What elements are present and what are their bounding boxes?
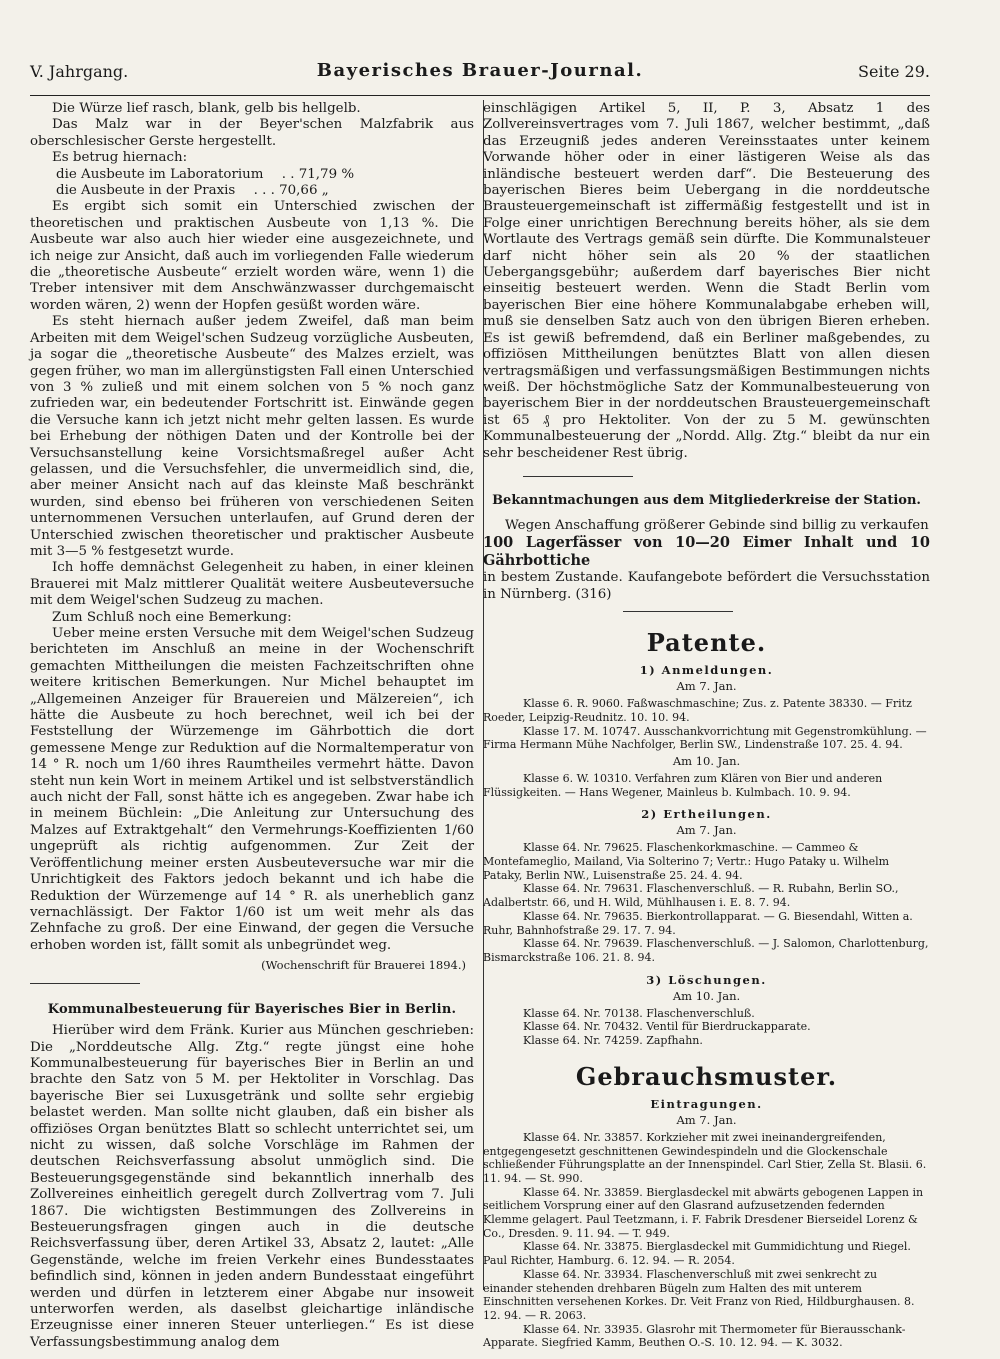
page-number: Seite 29. [858, 62, 930, 81]
paragraph: Das Malz war in der Beyer'schen Malzfabrik aus oberschlesischer Gerste hergestellt. [30, 117, 474, 149]
yield-line: die Ausbeute in der Praxis . . . 70,66 „ [56, 183, 329, 199]
date-line: Am 7. Jan. [676, 823, 737, 838]
source-citation: (Wochenschrift für Brauerei 1894.) [261, 958, 466, 973]
paragraph: Die Würze lief rasch, blank, gelb bis hellgelb. [52, 101, 361, 116]
patents-subsection: 1) Anmeldungen. [639, 663, 774, 678]
header-rule [30, 95, 930, 96]
utility-model-entry: Klasse 64. Nr. 33857. Korkzieher mit zwei ineinandergreifenden, entgegengesetzt geschnittenen Gewindespindeln und die Glockenschale schließender Führungsplatte an der Innenspindel. Carl Stier, Zella St. Blasii. 6. 11. 94. — St. 990. [483, 1130, 927, 1185]
section-rule [623, 611, 733, 612]
date-line: Am 10. Jan. [672, 988, 741, 1003]
section-rule [30, 983, 140, 984]
patent-entry: Klasse 64. Nr. 79625. Flaschenkorkmaschine. — Cammeo & Montefameglio, Mailand, Via Solterino 7; Vertr.: Hugo Pataky u. Wilhelm Pataky, Berlin NW., Luisenstraße 25. 24. 4. 94. [483, 841, 890, 882]
date-line: Am 7. Jan. [676, 1112, 737, 1127]
utility-model-entry: Klasse 64. Nr. 33859. Bierglasdeckel mit abwärts gebogenen Lappen in seitlichem Vorsprung einer auf den Glasrand aufzusetzenden federnden Klemme gelagert. Paul Teetzmann, i. F. Fabrik Dresdener Bierseidel Lorenz & Co., Dresden. 9. 11. 94. — T. 949. [483, 1185, 924, 1240]
paragraph: Ich hoffe demnächst Gelegenheit zu haben, in einer kleinen Brauerei mit Malz mittlerer Qualität weitere Ausbeuteversuche mit dem Weigel'schen Sudzeug zu machen. [30, 560, 474, 609]
utility-model-entry: Klasse 64. Nr. 33934. Flaschenverschluß mit zwei senkrecht zu einander stehenden drehbaren Bügeln zum Halten des mit unterem Einschnitten versehenen Korkes. Dr. Veit Franz von Ried, Hildburghausen. 8. 12. 94. — R. 2063. [483, 1267, 915, 1322]
section-heading: Kommunalbesteuerung für Bayerisches Bier in Berlin. [47, 1002, 457, 1018]
paragraph: einschlägigen Artikel 5, II, P. 3, Absatz 1 des Zollvereinsvertrages vom 7. Juli 1867, welcher bestimmt, „daß das Erzeugniß jedes anderen Vereinsstaates unter keinem Vorwande höher oder in einer lästigeren Weise als das inländische besteuert werden darf“. Die Besteuerung des bayerischen Bieres beim Uebergang in die norddeutsche Brausteuergemeinschaft ist ziffermäßig festgestellt und ist in Folge einer unrichtigen Berechnung bereits höher, als sie dem Wortlaute des Vertrags gemäß sein dürfte. Die Kommunalsteuer darf nicht höher sein als 20 % der staatlichen Uebergangsgebühr; außerdem darf bayerisches Bier nicht einseitig besteuert werden. Wenn die Stadt Berlin vom bayerischen Bier eine höhere Kommunalabgabe erheben will, muß sie denselben Satz auch von den übrigen Bieren erheben. Es ist gewiß befremdend, daß ein Berliner maßgebendes, zu offiziösen Mittheilungen benütztes Blatt von allen diesen vertragsmäßigen und verfassungsmäßigen Bestimmungen nichts weiß. Der höchstmögliche Satz der Kommunalbesteuerung von bayerischem Bier in der norddeutschen Brausteuergemeinschaft ist 65 ₰ pro Hektoliter. Von der zu 5 M. gewünschten Kommunalbesteuerung der „Nordd. Allg. Ztg.“ bleibt da nur ein sehr bescheidener Rest übrig. [483, 101, 930, 461]
patent-entry: Klasse 64. Nr. 79639. Flaschenverschluß. — J. Salomon, Charlottenburg, Bismarckstraße 106. 21. 8. 94. [483, 937, 929, 964]
yield-line: die Ausbeute im Laboratorium . . 71,79 % [56, 166, 355, 182]
announcement-highlight: 100 Lagerfässer von 10—20 Eimer Inhalt und 10 Gährbottiche [483, 534, 930, 570]
paragraph: Es betrug hiernach: [52, 150, 188, 166]
volume-label: V. Jahrgang. [30, 62, 129, 81]
patent-entry: Klasse 64. Nr. 70432. Ventil für Bierdruckapparate. [523, 1020, 811, 1034]
announcement-text: in bestem Zustande. Kaufangebote befördert die Versuchsstation in Nürnberg. (316) [483, 570, 930, 602]
patent-entry: Klasse 64. Nr. 79635. Bierkontrollapparat. — G. Biesendahl, Witten a. Ruhr, Bahnhofstraße 29. 17. 7. 94. [483, 909, 913, 937]
utility-model-entry: Klasse 64. Nr. 33875. Bierglasdeckel mit Gummidichtung und Riegel. Paul Richter, Hamburg. 6. 12. 94. — R. 2054. [483, 1240, 911, 1268]
section-rule [523, 476, 633, 477]
date-line: Am 7. Jan. [676, 679, 737, 694]
right-column [483, 101, 930, 1350]
paragraph: Es steht hiernach außer jedem Zweifel, daß man beim Arbeiten mit dem Weigel'schen Sudzeug vorzügliche Ausbeuten, ja sogar die „theoretische Ausbeute“ des Malzes erzielt, was gegen früher, wo man im allergünstigsten Fall einen Unterschied von 3 % zuließ und mit einem solchen von 5 % noch ganz zufrieden war, ein bedeutender Fortschritt ist. Einwände gegen die Versuche kann ich jetzt nicht mehr gelten lassen. Es wurde bei Erhebung der nöthigen Daten und der Kontrolle bei der Versuchsanstellung keine Vorsichtsmaßregel außer Acht gelassen, und die Versuchsfehler, die unvermeidlich sind, die, aber meiner Ansicht nach auf das kleinste Maß beschränkt wurden, sind ebenso bei früheren von verschiedenen Seiten unternommenen Versuchen unterlaufen, auf Grund deren der Unterschied zwischen theoretischer und praktischer Ausbeute mit 3—5 % festgesetzt wurde. [30, 314, 474, 559]
utility-models-subsection: Eintragungen. [650, 1096, 763, 1111]
paragraph: Es ergibt sich somit ein Unterschied zwischen der theoretischen und praktischen Ausbeute von 1,13 %. Die Ausbeute war also auch hier wieder eine ausgezeichnete, und ich neige zur Ansicht, daß auch im vorliegenden Falle wiederum die „theoretische Ausbeute“ erzielt worden wäre, wenn 1) die Treber intensiver mit dem Anschwänzwasser durchgemaischt worden wären, 2) wenn der Hopfen gesüßt worden wäre. [30, 199, 474, 313]
patent-entry: Klasse 17. M. 10747. Ausschankvorrichtung mit Gegenstromkühlung. — Firma Hermann Mühe Nachfolger, Berlin SW., Lindenstraße 107. 25. 4. 94. [483, 724, 927, 752]
left-column [30, 101, 474, 1351]
patent-entry: Klasse 64. Nr. 79631. Flaschenverschluß. — R. Rubahn, Berlin SO., Adalbertstr. 66, und H. Wild, Mühlhausen i. E. 8. 7. 94. [483, 882, 899, 910]
paragraph: Ueber meine ersten Versuche mit dem Weigel'schen Sudzeug berichteten im Anschluß an meine in der Wochenschrift gemachten Mittheilungen die meisten Fachzeitschriften ohne weitere kritischen Bemerkungen. Nur Michel behauptet im „Allgemeinen Anzeiger für Brauereien und Mälzereien“, ich hätte die Ausbeute zu hoch berechnet, weil ich bei der Feststellung der Würzemenge im Gährbottich die dort gemessene Menge zur Reduktion auf die Normaltemperatur von 14 ° R. noch um 1/60 ihres Raumtheiles vermehrt hätte. Davon steht nun kein Wort in meinem Artikel und ist selbstverständlich auch nicht der Fall, sonst hätte ich es angegeben. Zwar habe ich in meinem Büchlein: „Die Anleitung zur Untersuchung des Malzes auf Extraktgehalt“ den Vermehrungs-Koeffizienten 1/60 ungeprüft als richtig aufgenommen. Zur Zeit der Veröffentlichung meiner ersten Ausbeuteversuche war mir die Unrichtigkeit des Faktors jedoch bekannt und ich habe die Reduktion der Würzemenge auf 14 ° R. als unerheblich ganz vernachlässigt. Der Faktor 1/60 ist um weit mehr als das Zehnfache zu groß. Der eine Einwand, der gegen die Versuche erhoben worden ist, fällt somit als unbegründet weg. [30, 626, 474, 953]
patents-title: Patente. [646, 628, 767, 658]
patents-subsection: 3) Löschungen. [646, 972, 767, 987]
patent-entry: Klasse 6. R. 9060. Faßwaschmaschine; Zus. z. Patente 38330. — Fritz Roeder, Leipzig-Reudnitz. 10. 10. 94. [483, 697, 912, 724]
utility-model-entry: Klasse 64. Nr. 33935. Glasrohr mit Thermometer für Bierausschank-Apparate. Siegfried Kamm, Beuthen O.-S. 10. 12. 94. — K. 3032. [483, 1322, 906, 1350]
journal-title: Bayerisches Brauer-Journal. [316, 60, 644, 81]
section-heading: Bekanntmachungen aus dem Mitgliederkreise der Station. [492, 492, 921, 508]
patent-entry: Klasse 64. Nr. 70138. Flaschenverschluß. [523, 1006, 755, 1020]
page-header [30, 62, 930, 90]
utility-models-title: Gebrauchsmuster. [575, 1061, 838, 1091]
yield-label: die Ausbeute in der Praxis [56, 183, 236, 199]
announcement-text: Wegen Anschaffung größerer Gebinde sind billig zu verkaufen [505, 517, 929, 533]
patent-entry: Klasse 64. Nr. 74259. Zapfhahn. [523, 1034, 703, 1048]
date-line: Am 10. Jan. [672, 753, 741, 768]
yield-label: die Ausbeute im Laboratorium [56, 166, 264, 182]
paragraph: Hierüber wird dem Fränk. Kurier aus München geschrieben: Die „Norddeutsche Allg. Ztg.“ regte jüngst eine hohe Kommunalbesteuerung für bayerisches Bier in Berlin an und brachte den Satz von 5 M. per Hektoliter in Vorschlag. Das bayerische Bier sei Luxusgetränk und sollte sehr ergiebig belastet werden. Man sollte nicht glauben, daß ein bisher als offiziöses Organ benütztes Blatt so schlecht unterrichtet sei, um nicht zu wissen, daß solche Vorschläge im Rahmen der deutschen Reichsverfassung absolut unmöglich sind. Die Besteuerungsgegenstände sind bekanntlich innerhalb des Zollvereines einheitlich geregelt durch Zollvertrag vom 7. Juli 1867. Die wichtigsten Bestimmungen des Zollvereins in Besteuerungsfragen gingen auch in die deutsche Reichsverfassung über, deren Artikel 33, Absatz 2, lautet: „Alle Gegenstände, welche im freien Verkehr eines Bundesstaates befindlich sind, können in jeden andern Bundesstaat eingeführt werden und dürfen in letzterem einer Abgabe nur insoweit unterworfen werden, als daselbst gleichartige inländische Erzeugnisse einer inneren Steuer unterliegen.“ Es ist diese Verfassungsbestimmung analog dem [30, 1023, 474, 1350]
patent-entry: Klasse 6. W. 10310. Verfahren zum Klären von Bier und anderen Flüssigkeiten. — Hans Wegener, Mainleus b. Kulmbach. 10. 9. 94. [483, 771, 883, 799]
yield-value: 71,79 % [298, 166, 355, 182]
paragraph: Zum Schluß noch eine Bemerkung: [52, 609, 292, 625]
yield-value: 70,66 „ [279, 183, 329, 199]
patents-subsection: 2) Ertheilungen. [641, 807, 772, 822]
